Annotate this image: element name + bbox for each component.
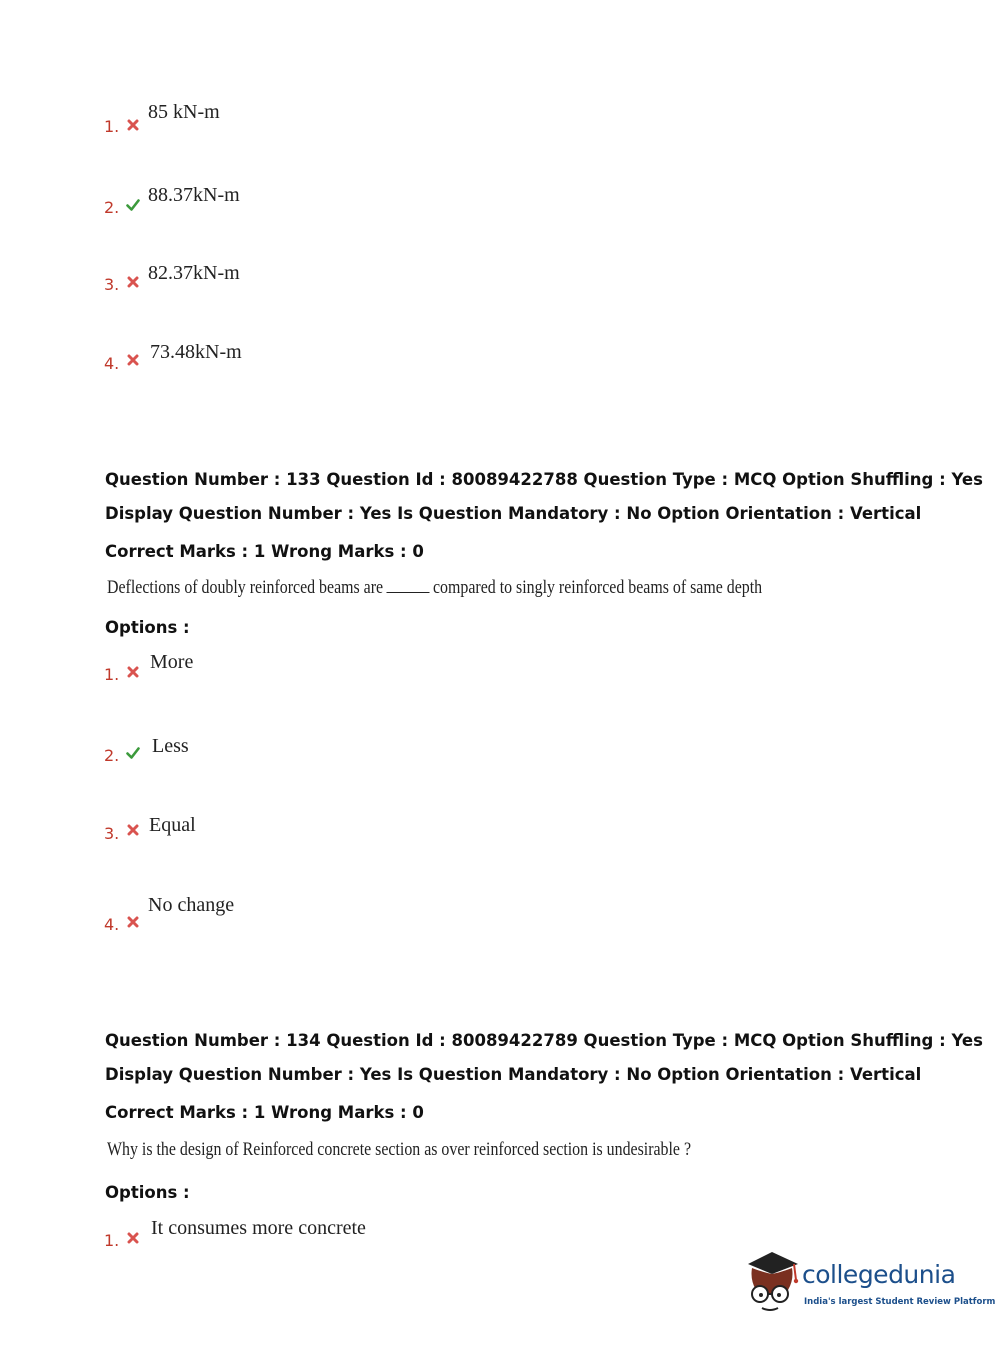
fill-blank <box>387 578 430 593</box>
option-number: 1. <box>104 1231 120 1250</box>
check-icon <box>126 746 140 760</box>
brand-tagline: India's largest Student Review Platform <box>804 1297 996 1307</box>
wrong-icon <box>126 353 140 367</box>
question-text <box>107 578 762 599</box>
question-marks: Correct Marks : 1 Wrong Marks : 0 <box>105 542 424 561</box>
mascot-icon <box>742 1250 802 1318</box>
option-text: Equal <box>149 814 196 836</box>
option-number: 3. <box>104 824 120 843</box>
question-meta-line2: Display Question Number : Yes Is Question Mandatory : No Option Orientation : Vertical <box>105 1065 922 1084</box>
wrong-icon <box>126 1231 140 1245</box>
options-label: Options : <box>105 1183 190 1202</box>
option-text: Less <box>152 735 189 757</box>
option-text: 85 kN-m <box>148 101 220 123</box>
question-meta-line2: Display Question Number : Yes Is Question Mandatory : No Option Orientation : Vertical <box>105 504 922 523</box>
option-text: No change <box>148 894 235 916</box>
check-icon <box>126 198 140 212</box>
question-text: Why is the design of Reinforced concrete section as over reinforced section is undesirable ? <box>107 1140 692 1160</box>
question-meta-line1: Question Number : 133 Question Id : 80089422788 Question Type : MCQ Option Shuffling : Yes <box>105 470 983 489</box>
wrong-icon <box>126 823 140 837</box>
option-number: 2. <box>104 198 120 217</box>
option-number: 2. <box>104 746 120 765</box>
wrong-icon <box>126 275 140 289</box>
option-text: 82.37kN-m <box>148 262 240 284</box>
option-number: 4. <box>104 915 120 934</box>
option-text: More <box>150 651 194 673</box>
question-text-end: compared to singly reinforced beams of same depth <box>432 578 763 598</box>
option-text: 73.48kN-m <box>150 341 242 363</box>
option-number: 4. <box>104 354 120 373</box>
wrong-icon <box>126 915 140 929</box>
option-number: 3. <box>104 275 120 294</box>
question-text-start: Deflections of doubly reinforced beams are <box>107 578 384 598</box>
option-text: It consumes more concrete <box>151 1217 366 1239</box>
wrong-icon <box>126 118 140 132</box>
option-number: 1. <box>104 117 120 136</box>
question-marks: Correct Marks : 1 Wrong Marks : 0 <box>105 1103 424 1122</box>
brand-name: collegedunia <box>802 1260 956 1289</box>
question-meta-line1: Question Number : 134 Question Id : 80089422789 Question Type : MCQ Option Shuffling : Yes <box>105 1031 983 1050</box>
options-label: Options : <box>105 618 190 637</box>
option-number: 1. <box>104 665 120 684</box>
wrong-icon <box>126 665 140 679</box>
collegedunia-logo <box>742 1250 996 1320</box>
option-text: 88.37kN-m <box>148 184 240 206</box>
